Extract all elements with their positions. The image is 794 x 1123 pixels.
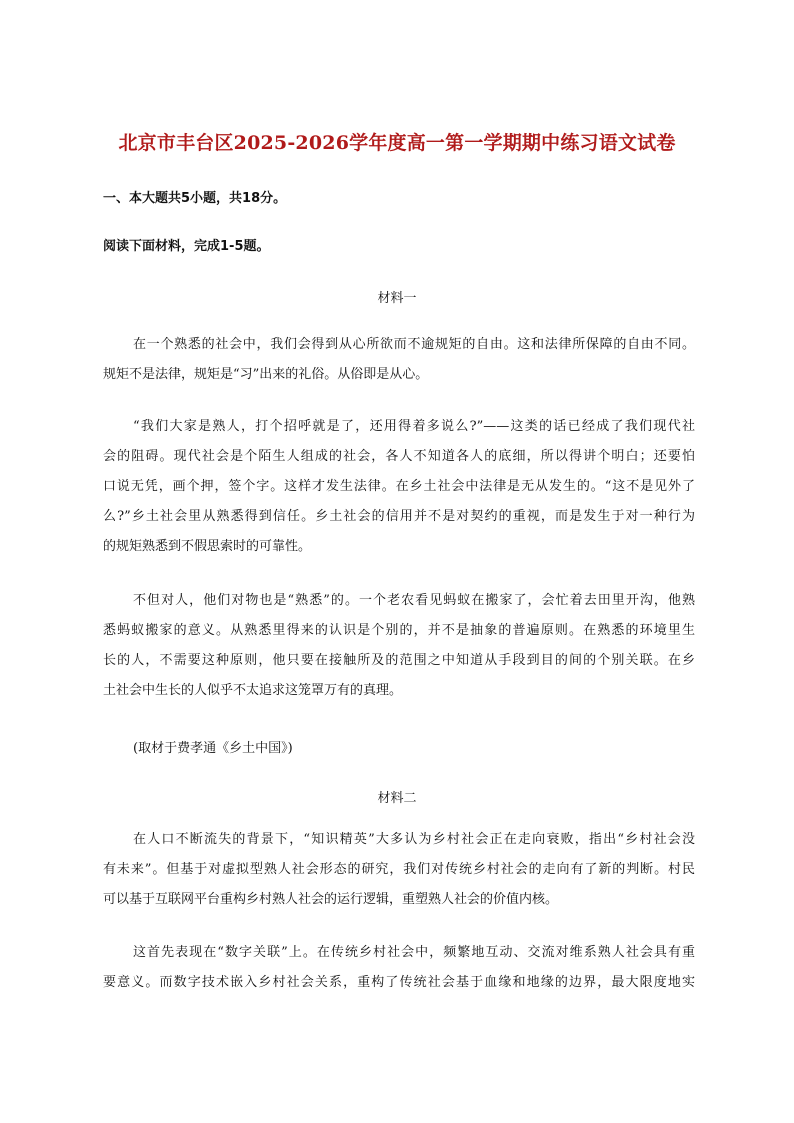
exam-title: 北京市丰台区2025-2026学年度高一第一学期期中练习语文试卷 [118, 132, 676, 154]
material-one-source: (取材于费孝通《乡土中国》) [133, 741, 293, 756]
text-line: 会的阻碍。现代社会是个陌生人组成的社会，各人不知道各人的底细，所以得讲个明白；还要怕 [103, 449, 695, 464]
material-one-heading: 材料一 [377, 291, 417, 306]
material-one-paragraph-2 [103, 412, 695, 562]
text-line: 规矩不是法律，规矩是“习”出来的礼俗。从俗即是从心。 [103, 367, 429, 382]
material-one-paragraph-3 [103, 586, 695, 706]
text-line: 可以基于互联网平台重构乡村熟人社会的运行逻辑，重塑熟人社会的价值内核。 [103, 892, 559, 907]
text-line: 不但对人，他们对物也是“熟悉”的。一个老农看见蚂蚁在搬家了，会忙着去田里开沟，他熟 [133, 593, 695, 608]
text-line: 长的人，不需要这种原则，他只要在接触所及的范围之中知道从手段到目的间的个别关联。在乡 [103, 653, 695, 668]
text-line: 么?”乡土社会里从熟悉得到信任。乡土社会的信用并不是对契约的重视，而是发生于对一种行为 [103, 509, 695, 524]
material-two-paragraph-2 [103, 938, 695, 998]
material-two-heading: 材料二 [377, 791, 417, 806]
text-line: “我们大家是熟人，打个招呼就是了，还用得着多说么?”——这类的话已经成了我们现代社 [133, 419, 695, 434]
text-line: 要意义。而数字技术嵌入乡村社会关系，重构了传统社会基于血缘和地缘的边界，最大限度地实 [103, 975, 695, 990]
text-line: 有未来”。但基于对虚拟型熟人社会形态的研究，我们对传统乡村社会的走向有了新的判断。村民 [103, 862, 695, 877]
material-one-paragraph-1 [103, 330, 695, 390]
text-line: 这首先表现在“数字关联”上。在传统乡村社会中，频繁地互动、交流对维系熟人社会具有重 [133, 945, 695, 960]
text-line: 在人口不断流失的背景下，“知识精英”大多认为乡村社会正在走向衰败，指出“乡村社会没 [133, 832, 695, 847]
text-line: 悉蚂蚁搬家的意义。从熟悉里得来的认识是个别的，并不是抽象的普遍原则。在熟悉的环境里生 [103, 623, 695, 638]
reading-instruction: 阅读下面材料，完成1-5题。 [103, 239, 270, 254]
text-line: 在一个熟悉的社会中，我们会得到从心所欲而不逾规矩的自由。这和法律所保障的自由不同。 [133, 337, 695, 352]
section-heading: 一、本大题共5小题，共18分。 [103, 191, 287, 206]
text-line: 口说无凭，画个押，签个字。这样才发生法律。在乡土社会中法律是无从发生的。“这不是见外了 [103, 479, 695, 494]
text-line: 土社会中生长的人似乎不太追求这笼罩万有的真理。 [103, 683, 403, 698]
text-line: 的规矩熟悉到不假思索时的可靠性。 [103, 539, 312, 554]
material-two-paragraph-1 [103, 825, 695, 915]
